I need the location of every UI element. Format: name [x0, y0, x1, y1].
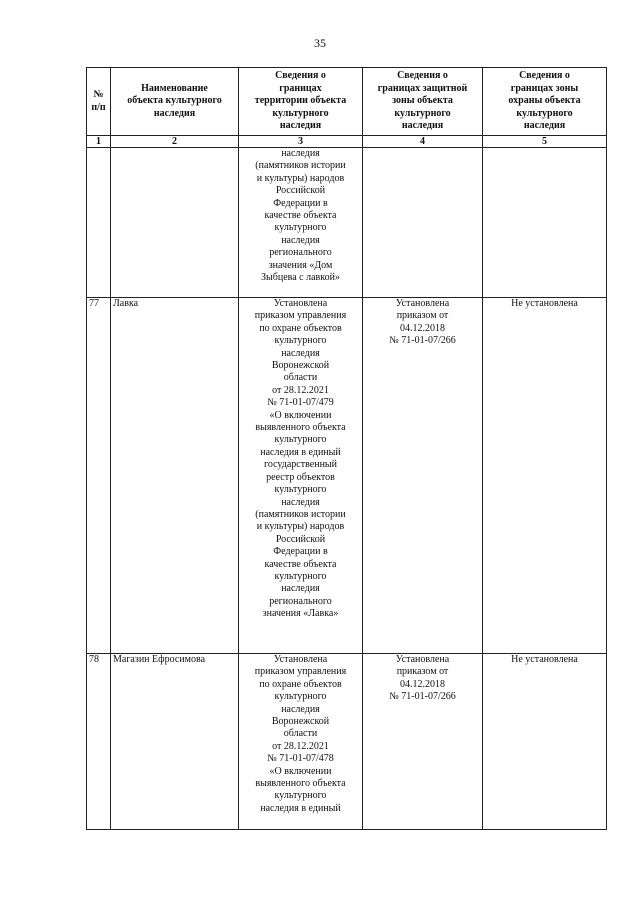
protection-zone-info: Не установлена	[483, 298, 607, 654]
header-object-name: Наименование объекта культурного наследия	[111, 68, 239, 136]
territory-info: Установлена приказом управления по охране объектов культурного наследия Воронежской области от 28.12.2021 № 71-01-07/479 «О включении выявленного объекта культурного наследия в единый государственный реестр объектов культурного наследия (памятников истории и культуры) народов Российской Федерации в качестве объекта культурного наследия регионального значения «Лавка»	[239, 298, 363, 654]
table-row	[87, 298, 607, 654]
territory-info: наследия (памятников истории и культуры) народов Российской Федерации в качестве объекта культурного наследия регионального значения «Дом Зыбцева с лавкой»	[239, 148, 363, 298]
header-row	[87, 68, 607, 136]
column-number-row	[87, 136, 607, 148]
protective-zone-info: Установлена приказом от 04.12.2018 № 71-01-07/266	[363, 298, 483, 654]
object-name: Магазин Ефросимова	[111, 654, 239, 830]
header-number: № п/п	[87, 68, 111, 136]
protection-zone-info: Не установлена	[483, 654, 607, 830]
column-number: 2	[111, 136, 239, 148]
table-row	[87, 654, 607, 830]
row-number: 78	[87, 654, 111, 830]
header-territory-boundaries: Сведения о границах территории объекта культурного наследия	[239, 68, 363, 136]
column-number: 4	[363, 136, 483, 148]
row-number	[87, 148, 111, 298]
protective-zone-info	[363, 148, 483, 298]
heritage-table	[86, 67, 607, 830]
column-number: 3	[239, 136, 363, 148]
column-number: 5	[483, 136, 607, 148]
page-number: 35	[314, 36, 326, 50]
header-protective-zone: Сведения о границах защитной зоны объекта культурного наследия	[363, 68, 483, 136]
row-number: 77	[87, 298, 111, 654]
column-number: 1	[87, 136, 111, 148]
territory-info: Установлена приказом управления по охране объектов культурного наследия Воронежской области от 28.12.2021 № 71-01-07/478 «О включении выявленного объекта культурного наследия в единый	[239, 654, 363, 830]
protection-zone-info	[483, 148, 607, 298]
object-name	[111, 148, 239, 298]
object-name: Лавка	[111, 298, 239, 654]
header-protection-zone: Сведения о границах зоны охраны объекта культурного наследия	[483, 68, 607, 136]
table-row	[87, 148, 607, 298]
protective-zone-info: Установлена приказом от 04.12.2018 № 71-01-07/266	[363, 654, 483, 830]
